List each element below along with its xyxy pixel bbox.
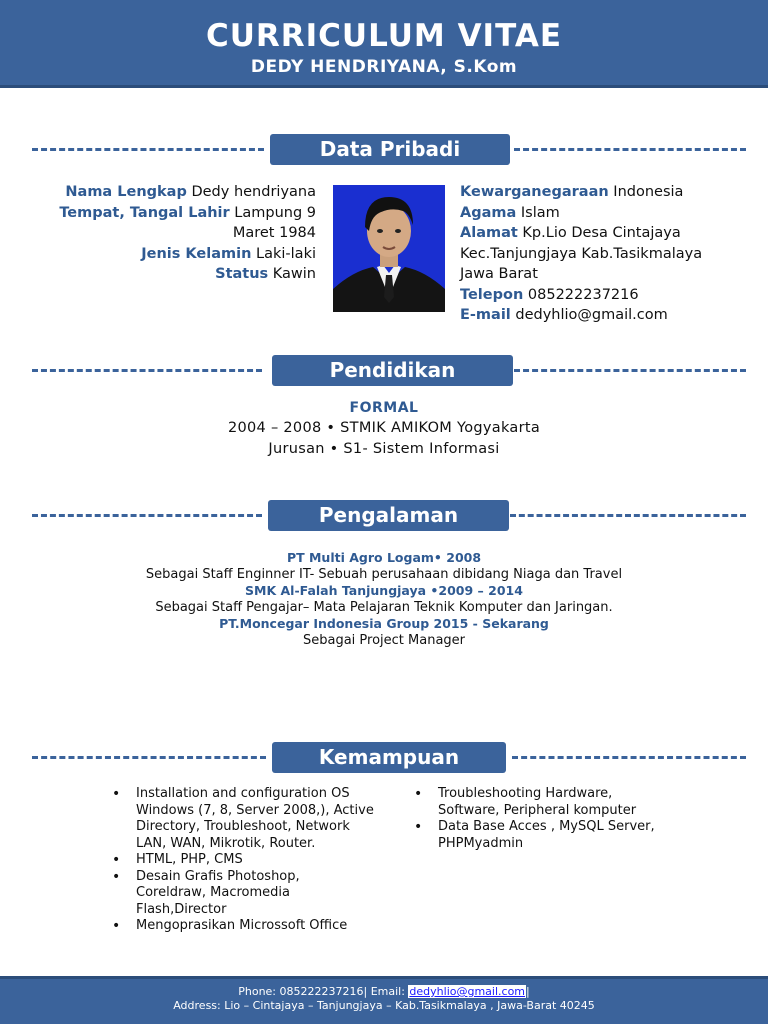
footer-contact-line	[0, 985, 768, 999]
personal-row	[32, 203, 316, 224]
list-item	[414, 786, 714, 819]
divider-right	[514, 148, 746, 151]
personal-row	[460, 285, 750, 306]
personal-left-list	[32, 182, 316, 285]
field-label: Jenis Kelamin	[141, 245, 252, 262]
field-value: Jawa Barat	[460, 266, 538, 282]
personal-row	[460, 203, 750, 224]
field-label: Kewarganegaraan	[460, 184, 609, 200]
field-value: Kec.Tanjungjaya Kab.Tasikmalaya	[460, 245, 703, 262]
personal-row	[32, 244, 316, 265]
list-item-line: • Mengoprasikan Microssoft Office	[136, 918, 348, 933]
skills-right-list	[414, 786, 714, 852]
list-item-line: • Desain Grafis Photoshop,	[136, 868, 300, 884]
field-value: dedyhlio@gmail.com	[515, 307, 668, 323]
field-value: Kp.Lio Desa Cintajaya	[522, 225, 681, 241]
list-item-line: Coreldraw, Macromedia	[136, 885, 290, 900]
field-value: Laki-laki	[256, 245, 316, 262]
footer-phone: Phone: 085222237216| Email:	[238, 985, 409, 998]
experience-block	[0, 550, 768, 649]
section-personal-bar	[32, 134, 746, 166]
field-label: Agama	[460, 204, 517, 221]
experience-heading: PT.Moncegar Indonesia Group 2015 - Sekarang	[219, 616, 549, 631]
field-label: E-mail	[460, 307, 511, 323]
list-item	[112, 918, 402, 935]
list-item-line: • Troubleshooting Hardware,	[438, 786, 613, 801]
footer-separator: |	[526, 985, 530, 998]
personal-row	[460, 182, 750, 203]
section-personal-title: Data Pribadi	[270, 134, 510, 165]
footer-address: Address: Lio – Cintajaya – Tanjungjaya – Kab.Tasikmalaya , Jawa-Barat 40245	[173, 999, 595, 1012]
field-value: Dedy hendriyana	[191, 184, 316, 200]
divider-right	[512, 756, 746, 759]
divider-right	[510, 514, 746, 517]
list-item-line: • Installation and configuration OS	[136, 786, 350, 801]
list-item-line: • HTML, PHP, CMS	[136, 852, 243, 867]
education-line: Jurusan • S1- Sistem Informasi	[268, 441, 500, 457]
list-item-line: LAN, WAN, Mikrotik, Router.	[136, 835, 316, 851]
personal-row	[460, 223, 750, 244]
personal-row	[460, 305, 750, 326]
experience-heading: SMK Al-Falah Tanjungjaya •2009 – 2014	[245, 583, 523, 598]
person-name: DEDY HENDRIYANA, S.Kom	[250, 57, 518, 77]
field-label: Nama Lengkap	[65, 184, 187, 200]
footer-email-link[interactable]: dedyhlio@gmail.com	[409, 985, 526, 998]
personal-row	[32, 182, 316, 203]
personal-row	[32, 264, 316, 285]
field-value: Lampung 9	[234, 204, 316, 221]
field-label: Telepon	[460, 286, 524, 303]
field-value: Indonesia	[613, 184, 684, 200]
experience-heading: PT Multi Agro Logam• 2008	[286, 550, 482, 565]
section-experience-bar	[32, 500, 746, 532]
personal-row	[32, 223, 316, 244]
personal-row	[460, 244, 750, 265]
field-label: Tempat, Tangal Lahir	[59, 204, 230, 221]
divider-left	[32, 148, 264, 151]
list-item-line: Software, Peripheral komputer	[438, 802, 637, 818]
section-education-title: Pendidikan	[272, 355, 513, 386]
profile-photo	[333, 185, 445, 312]
list-item-line: Directory, Troubleshoot, Network	[136, 819, 350, 834]
field-label: Status	[215, 266, 269, 282]
divider-right	[514, 369, 746, 372]
list-item	[112, 852, 402, 869]
field-value: 085222237216	[527, 286, 639, 303]
list-item-line: PHPMyadmin	[438, 835, 524, 851]
list-item	[112, 786, 402, 852]
document-title: CURRICULUM VITAE	[205, 18, 563, 54]
field-label: Alamat	[460, 225, 518, 241]
divider-left	[32, 514, 262, 517]
education-heading: FORMAL	[349, 400, 419, 416]
personal-row	[460, 264, 750, 285]
list-item-line: Windows (7, 8, Server 2008,), Active	[136, 802, 374, 818]
list-item-line: Flash,Director	[136, 901, 227, 917]
education-line: 2004 – 2008 • STMIK AMIKOM Yogyakarta	[227, 420, 541, 436]
section-education-bar	[32, 355, 746, 387]
skills-left-list	[112, 786, 402, 935]
personal-right-list	[460, 182, 750, 326]
section-skills-bar	[32, 742, 746, 774]
experience-description: Sebagai Project Manager	[302, 632, 466, 648]
list-item	[112, 869, 402, 919]
field-value: Maret 1984	[232, 225, 316, 241]
field-value: Kawin	[272, 266, 316, 282]
divider-left	[32, 369, 262, 372]
list-item	[414, 819, 714, 852]
divider-left	[32, 756, 266, 759]
education-block	[0, 398, 768, 460]
section-experience-title: Pengalaman	[268, 500, 509, 531]
field-value: Islam	[520, 204, 560, 221]
header-banner	[0, 0, 768, 88]
section-skills-title: Kemampuan	[272, 742, 506, 773]
experience-description: Sebagai Staff Pengajar– Mata Pelajaran Teknik Komputer dan Jaringan.	[155, 599, 613, 615]
experience-description: Sebagai Staff Enginner IT- Sebuah perusahaan dibidang Niaga dan Travel	[145, 566, 623, 582]
list-item-line: • Data Base Acces , MySQL Server,	[438, 819, 655, 834]
footer-banner	[0, 976, 768, 1024]
